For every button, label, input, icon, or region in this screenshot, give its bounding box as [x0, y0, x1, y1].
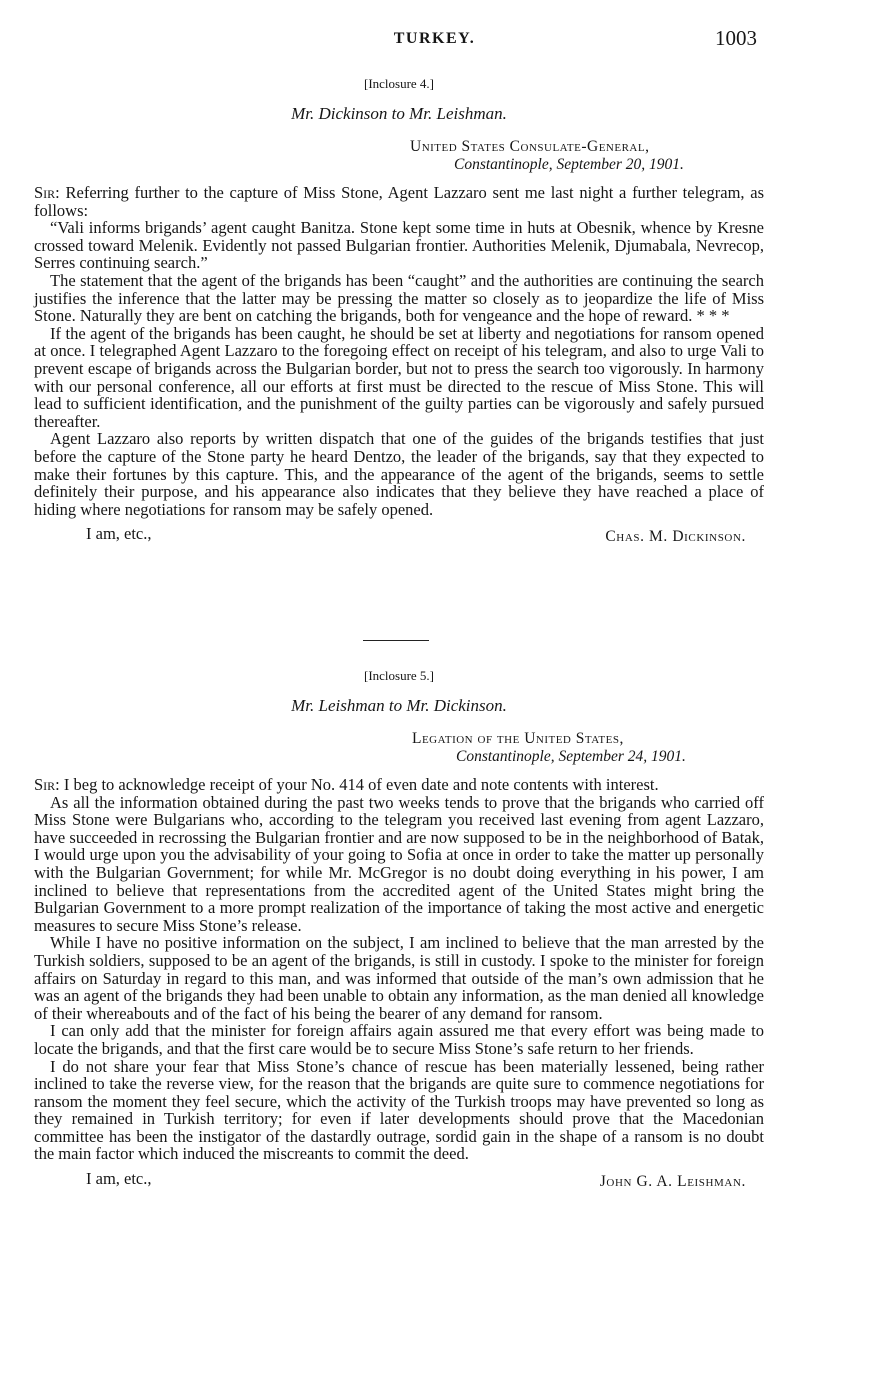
inclosure-label: [Inclosure 4.]: [363, 76, 435, 91]
signature: Chas. M. Dickinson.: [605, 528, 746, 546]
signature: John G. A. Leishman.: [599, 1173, 746, 1191]
body-paragraph: “Vali informs brigands’ agent caught Banitza. Stone kept some time in huts at Obesnik, whence by Kresne crossed toward Melenik. Evidently not passed Bulgarian frontier. Authorities Melenik, Djumabala, Nevrecop, Serres continuing search.”: [34, 218, 764, 273]
page-number: 1003: [715, 26, 757, 50]
inclosure-5-section: [34, 668, 764, 1195]
sender-dateline: Constantinople, September 24, 1901.: [456, 748, 686, 765]
closing: I am, etc.,: [86, 1169, 152, 1189]
sender-block: [410, 138, 764, 174]
sender-name: United States Consulate-General,: [410, 138, 650, 155]
inclosure-4-section: [34, 76, 764, 550]
closing: I am, etc.,: [86, 524, 152, 544]
sender-dateline: Constantinople, September 20, 1901.: [454, 156, 684, 173]
sender-block: [412, 730, 764, 766]
section-divider: [363, 640, 429, 641]
paragraph-text: I beg to acknowledge receipt of your No. 414 of even date and note contents with interest.: [63, 775, 659, 794]
closing-row: [34, 524, 764, 550]
salutation: Sir:: [34, 183, 60, 202]
body-paragraph: [34, 184, 764, 219]
body-paragraph: I can only add that the minister for foreign affairs again assured me that every effort was being made to locate the brigands, and that the first care would be to secure Miss Stone’s safe return to her friends.: [34, 1021, 764, 1058]
body-paragraph: The statement that the agent of the brigands has been “caught” and the authorities are continuing the search justifies the inference that the latter may be pressing the matter so closely as to jeopardize the life of Miss Stone. Naturally they are bent on catching the brigands, both for vengeance and the hope of reward. * * *: [34, 270, 764, 326]
letter-heading: Mr. Leishman to Mr. Dickinson.: [291, 696, 507, 715]
sender-name: Legation of the United States,: [412, 730, 624, 747]
running-head: TURKEY.: [393, 30, 476, 47]
body-paragraph: While I have no positive information on the subject, I am inclined to believe that the man arrested by the Turkish soldiers, supposed to be an agent of the brigands, is still in custody. I spoke to the minister for foreign affairs on Saturday in regard to this man, and was informed that outside of the man’s own admission that he was an agent of the brigands they had been unable to obtain any information, as the man denied all knowledge of their whereabouts and of the fact of his being the bearer of any demand for ransom.: [34, 933, 764, 1023]
body-paragraph: As all the information obtained during the past two weeks tends to prove that the brigands who carried off Miss Stone were Bulgarians who, according to the telegram you received last evening from agent Lazzaro, have succeeded in recrossing the Bulgarian frontier and are now supposed to be in the neighborhood of Batak, I would urge upon you the advisability of your going to Sofia at once in order to take the matter up personally with the Bulgarian Government; for while Mr. McGregor is no doubt doing everything in his power, I am inclined to believe that representations from the accredited agent of the United States might bring the Bulgarian Government to a more prompt realization of the importance of taking the most active and energetic measures to secure Miss Stone’s release.: [34, 792, 764, 935]
body-paragraph: [34, 776, 764, 794]
closing-row: [34, 1169, 764, 1195]
body-paragraph: Agent Lazzaro also reports by written dispatch that one of the guides of the brigands testifies that just before the capture of the Stone party he heard Dentzo, the leader of the brigands, say that they expected to make their fortunes by this capture. This, and the appearance of the agent of the brigands, seems to settle definitely their purpose, and his appearance also indicates that they believe they have reached a place of hiding where negotiations for ransom may be safely opened.: [34, 429, 764, 519]
inclosure-label: [Inclosure 5.]: [363, 668, 435, 683]
paragraph-text: Referring further to the capture of Miss Stone, Agent Lazzaro sent me last night a further telegram, as follows:: [34, 183, 765, 220]
salutation: Sir:: [34, 775, 60, 794]
letter-heading: Mr. Dickinson to Mr. Leishman.: [291, 104, 507, 123]
body-paragraph: If the agent of the brigands has been caught, he should be set at liberty and negotiations for ransom opened at once. I telegraphed Agent Lazzaro to the foregoing effect on receipt of his telegram, and also to urge Vali to prevent escape of brigands across the Bulgarian border, but not to press the search too vigorously. In harmony with our personal conference, all our efforts at first must be directed to the rescue of Miss Stone. This will lead to sufficient identification, and the punishment of the guilty parties can be vigorously and safely pursued thereafter.: [34, 323, 764, 431]
letter-body: [34, 776, 764, 1163]
body-paragraph: I do not share your fear that Miss Stone’s chance of rescue has been materially lessened, being rather inclined to take the reverse view, for the reason that the brigands are quite sure to commence negotiations for ransom the moment they feel secure, which the activity of the Turkish troops may have prevented so long as they remained in Turkish territory; for even if later developments should prove that the Macedonian committee has been the instigator of the dastardly outrage, sordid gain in the shape of a ransom is no doubt the main factor which induced the miscreants to commit the deed.: [34, 1056, 764, 1164]
letter-body: [34, 184, 764, 518]
